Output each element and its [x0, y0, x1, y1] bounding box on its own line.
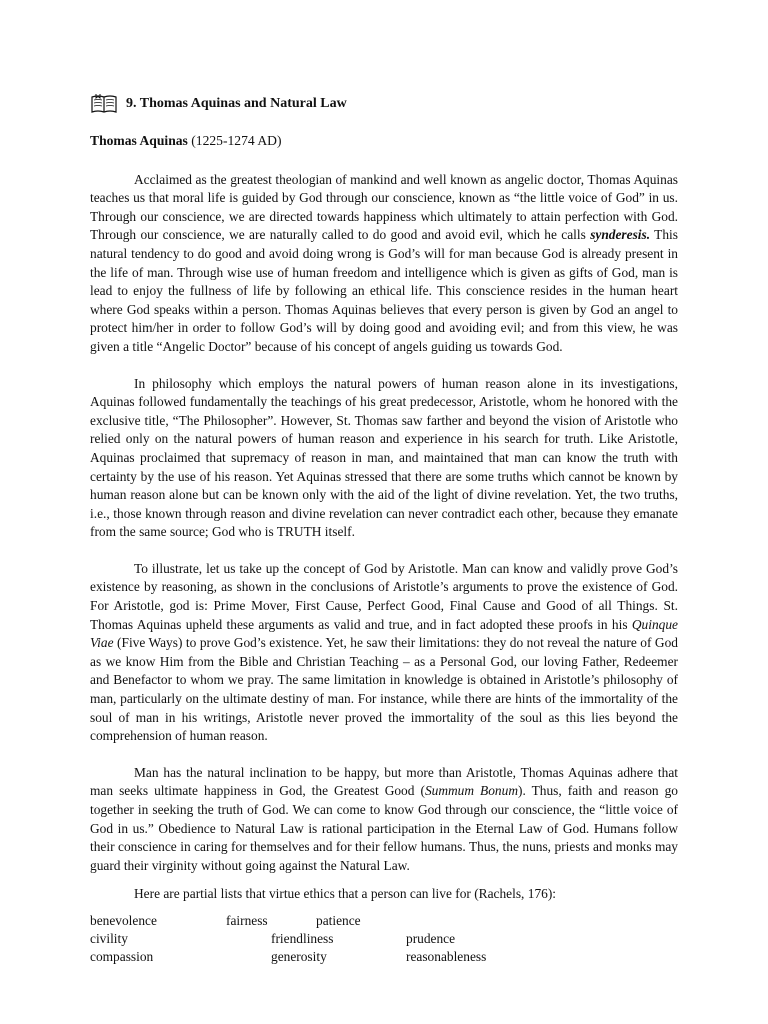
- paragraph-4: [90, 764, 678, 876]
- virtue-item: reasonableness: [406, 948, 487, 964]
- paragraph-2: In philosophy which employs the natural powers of human reason alone in its investigations, Aquinas followed fundamentally the teachings of his great predecessor, Aristotle, whom he honored with the exclusive title, “The Philosopher”. However, St. Thomas saw farther and beyond the vision of Aristotle who relied only on the natural powers of human reason and experience in his search for truth. Like Aristotle, Aquinas proclaimed that supremacy of reason in man, and maintained that man can know the truth with certainty by the use of his reason. Yet Aquinas stressed that there are some truths which cannot be known by human reason alone but can be known only with the aid of the light of divine revelation. Yet, the two truths, i.e., those known through reason and divine revelation can never contradict each other, because they emanate from the same source; God who is TRUTH itself.: [90, 375, 678, 540]
- quinque-viae-term: Quinque Viae: [90, 616, 678, 651]
- paragraph-1: [90, 171, 678, 357]
- paragraph-3-text-a: To illustrate, let us take up the concept of God by Aristotle. Man can know and validly prove God’s existence by reasoning, as shown in the conclusions of Aristotle’s arguments to prove the existence of God. For Aristotle, god is: Prime Mover, First Cause, Perfect Good, Final Cause and Good of all Things. St. Thomas Aquinas upheld these arguments as valid and true, and in fact adopted these proofs in his: [90, 560, 678, 632]
- virtue-item: patience: [316, 912, 361, 928]
- author-line: [90, 132, 678, 151]
- author-name: Thomas Aquinas: [90, 133, 188, 148]
- synderesis-term: synderesis.: [590, 227, 651, 243]
- summum-bonum-term: Summum Bonum: [424, 783, 518, 799]
- virtue-item: prudence: [406, 930, 456, 946]
- virtue-list: [90, 912, 678, 968]
- virtue-item: benevolence: [90, 912, 157, 928]
- virtue-item: fairness: [226, 912, 268, 928]
- section-heading: [90, 92, 678, 116]
- paragraph-1-text-a: Acclaimed as the greatest theologian of mankind and well known as angelic doctor, Thomas Aquinas teaches us that moral life is guided by God through our conscience, known as “the little voice of God” in us. Through our conscience, we are directed towards happiness which ultimately to attain perfection with God. Through our conscience, we are naturally called to do good and avoid evil, which he calls: [90, 171, 678, 243]
- paragraph-3-text-b: (Five Ways) to prove God’s existence. Yet, he saw their limitations: they do not reveal the nature of God as we know Him from the Bible and Christian Teaching – as a Personal God, our loving Father, Redeemer and Benefactor to whom we pray. The same limitation in knowledge is obtained in Aristotle’s philosophy of man, particularly on the ultimate destiny of man. For instance, while there are hints of the immortality of the soul of man in his writings, Aristotle never proved the immortality of the soul as this lies beyond the comprehension of human reason.: [90, 635, 678, 744]
- virtue-item: generosity: [271, 948, 327, 964]
- paragraph-4-text-b: ). Thus, faith and reason go together in seeking the truth of God. We can come to know God through our conscience, the “little voice of God in us.” Obedience to Natural Law is rational participation in the Eternal Law of God. Humans follow their conscience in caring for themselves and for their fellow humans. Thus, the nuns, priests and monks may guard their virginity without going against the Natural Law.: [90, 783, 678, 873]
- paragraph-1-text-b: This natural tendency to do good and avoid doing wrong is God’s will for man because God is already present in the life of man. Through wise use of human freedom and intelligence which is given as gifts of God, man is lead to enjoy the fullness of life by following an ethical life. This conscience resides in the human heart where God speaks within a person. Thomas Aquinas believes that every person is given by God an angel to protect him/her in order to follow God’s will by doing good and avoiding evil; and from this view, he was given a title “Angelic Doctor” because of his concept of angels guiding us towards God.: [90, 227, 678, 354]
- paragraph-3: [90, 560, 678, 746]
- book-icon: [90, 93, 118, 115]
- section-title: 9. Thomas Aquinas and Natural Law: [126, 95, 347, 111]
- virtue-item: friendliness: [271, 930, 334, 946]
- author-dates: (1225-1274 AD): [191, 133, 282, 148]
- paragraph-5: Here are partial lists that virtue ethics that a person can live for (Rachels, 176):: [134, 886, 557, 902]
- virtue-item: compassion: [90, 948, 154, 964]
- document-page: [90, 92, 678, 968]
- virtue-item: civility: [90, 930, 128, 946]
- paragraph-4-text-a: Man has the natural inclination to be happy, but more than Aristotle, Thomas Aquinas adhere that man seeks ultimate happiness in God, the Greatest Good (: [90, 764, 678, 799]
